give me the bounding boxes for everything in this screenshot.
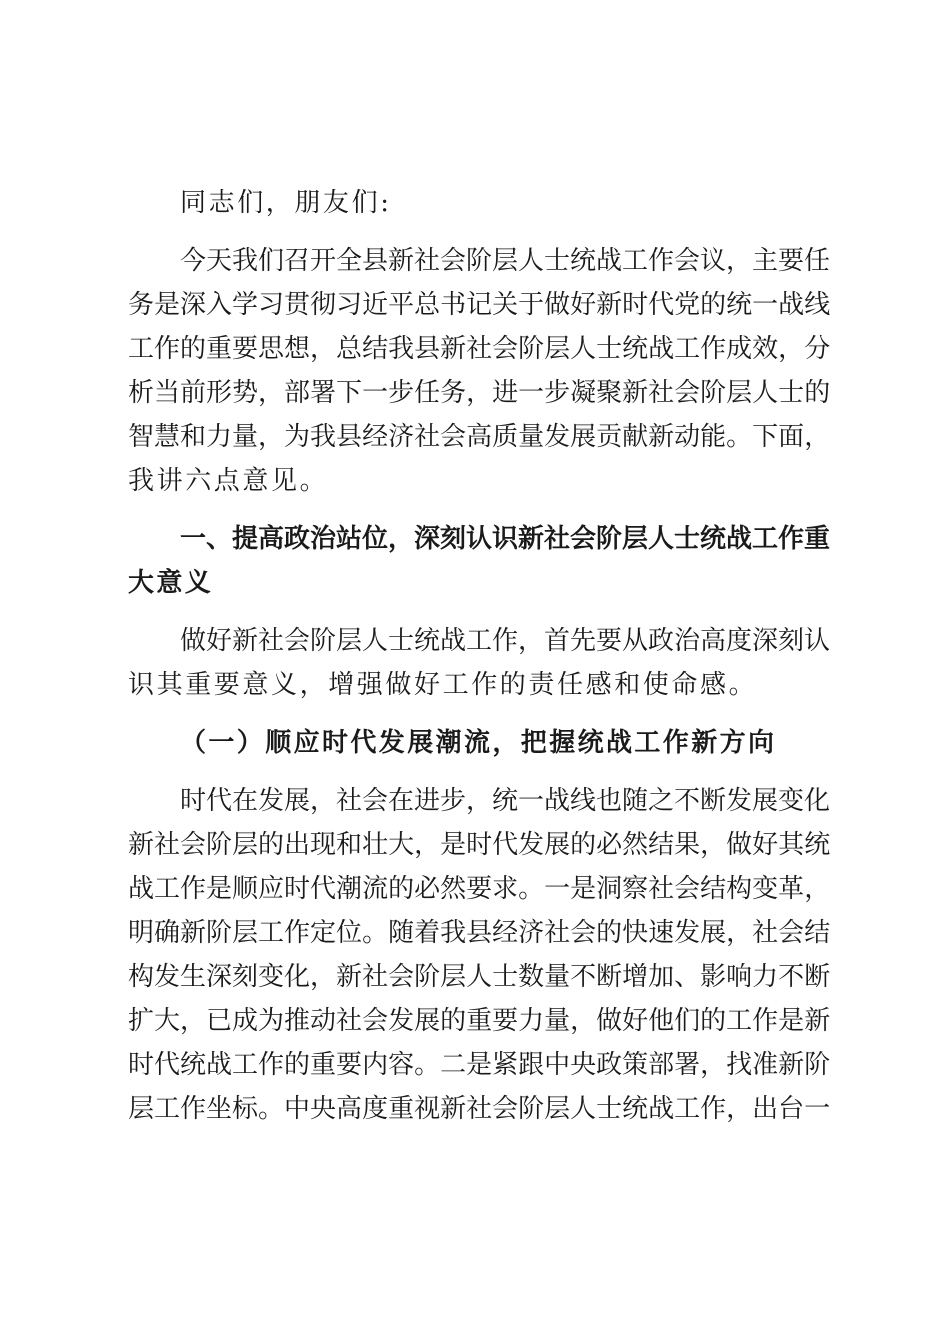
body-line: 新社会阶层的出现和壮大，是时代发展的必然结果，做好其统 xyxy=(128,830,831,860)
section-heading: 一、提高政治站位，深刻认识新社会阶层人士统战工作重 xyxy=(180,524,831,554)
body-line: 战工作是顺应时代潮流的必然要求。一是洞察社会结构变革， xyxy=(128,874,831,904)
subsection-heading: （一）顺应时代发展潮流，把握统战工作新方向 xyxy=(180,728,777,758)
body-line: 明确新阶层工作定位。随着我县经济社会的快速发展，社会结 xyxy=(128,918,831,948)
intro-line: 务是深入学习贯彻习近平总书记关于做好新时代党的统一战线 xyxy=(128,290,831,320)
body-line: 构发生深刻变化，新社会阶层人士数量不断增加、影响力不断 xyxy=(128,962,831,992)
section-intro-line: 识其重要意义，增强做好工作的责任感和使命感。 xyxy=(128,670,758,700)
greeting: 同志们，朋友们: xyxy=(180,188,392,218)
body-line: 时代在发展，社会在进步，统一战线也随之不断发展变化 xyxy=(180,786,831,816)
intro-line: 工作的重要思想，总结我县新社会阶层人士统战工作成效，分 xyxy=(128,334,831,364)
intro-line: 我讲六点意见。 xyxy=(128,466,329,496)
intro-line: 智慧和力量，为我县经济社会高质量发展贡献新动能。下面， xyxy=(128,422,831,452)
body-line: 时代统战工作的重要内容。二是紧跟中央政策部署，找准新阶 xyxy=(128,1050,831,1080)
intro-line: 今天我们召开全县新社会阶层人士统战工作会议，主要任 xyxy=(180,246,831,276)
section-intro-line: 做好新社会阶层人士统战工作，首先要从政治高度深刻认 xyxy=(180,626,831,656)
body-line: 扩大，已成为推动社会发展的重要力量，做好他们的工作是新 xyxy=(128,1006,831,1036)
section-heading: 大意义 xyxy=(128,568,214,598)
intro-line: 析当前形势，部署下一步任务，进一步凝聚新社会阶层人士的 xyxy=(128,378,831,408)
body-line: 层工作坐标。中央高度重视新社会阶层人士统战工作，出台一 xyxy=(128,1094,831,1124)
